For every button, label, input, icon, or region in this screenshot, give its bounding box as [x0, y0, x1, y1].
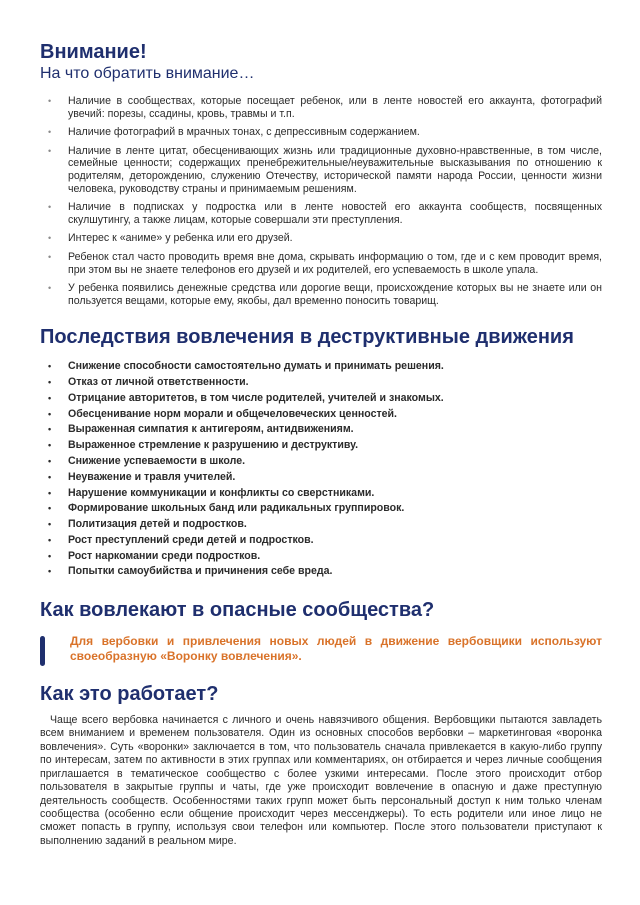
list-item: • Отказ от личной ответственности.	[40, 376, 602, 389]
list-item: • Политизация детей и подростков.	[40, 518, 602, 531]
attention-subtitle: На что обратить внимание…	[40, 65, 255, 82]
consequences-list	[40, 360, 602, 578]
list-item: • Попытки самоубийства и причинения себе вреда.	[40, 565, 602, 578]
list-item: • Наличие фотографий в мрачных тонах, с депрессивным содержанием.	[40, 126, 602, 139]
list-item: • Рост наркомании среди подростков.	[40, 550, 602, 563]
list-item: • Наличие в сообществах, которые посещает ребенок, или в ленте новостей его аккаунта, фотографий увечий: порезы, ссадины, кровь, травмы и т.п.	[40, 95, 602, 120]
callout-text: Для вербовки и привлечения новых людей в движение вербовщики используют своеобразную «Воронку вовлечения».	[70, 634, 602, 664]
list-item: • Наличие в подписках у подростка или в ленте новостей его аккаунта сообществ, посвященных скулшутингу, а также лицам, которые совершали эти преступления.	[40, 201, 602, 226]
recruitment-section	[40, 598, 602, 664]
list-item: • Рост преступлений среди детей и подростков.	[40, 534, 602, 547]
list-item: • Неуважение и травля учителей.	[40, 471, 602, 484]
consequences-section	[40, 325, 602, 578]
callout-bar	[40, 636, 45, 666]
attention-title: Внимание!	[40, 41, 147, 63]
list-item: • Снижение способности самостоятельно думать и принимать решения.	[40, 360, 602, 373]
list-item: • Интерес к «аниме» у ребенка или его друзей.	[40, 232, 602, 245]
list-item: • Ребенок стал часто проводить время вне дома, скрывать информацию о том, где и с кем проводит время, при этом вы не знаете телефонов его друзей и их родителей, его успеваемость в школе упала.	[40, 251, 602, 276]
list-item: • Обесценивание норм морали и общечеловеческих ценностей.	[40, 408, 602, 421]
consequences-title: Последствия вовлечения в деструктивные движения	[40, 326, 574, 349]
how-section	[40, 682, 602, 848]
list-item: • Снижение успеваемости в школе.	[40, 455, 602, 468]
how-title: Как это работает?	[40, 683, 219, 706]
list-item: • Нарушение коммуникации и конфликты со сверстниками.	[40, 487, 602, 500]
list-item: • Выраженная симпатия к антигероям, антидвижениям.	[40, 423, 602, 436]
callout	[40, 634, 602, 664]
attention-list	[40, 95, 602, 307]
list-item: • У ребенка появились денежные средства или дорогие вещи, происхождение которых вы не знаете или он пользуется вещами, которые ему, якобы, дал временно поносить товарищ.	[40, 282, 602, 307]
list-item: • Формирование школьных банд или радикальных группировок.	[40, 502, 602, 515]
attention-section	[40, 0, 602, 307]
how-text: Чаще всего вербовка начинается с личного и очень навязчивого общения. Вербовщики пытаются завладеть всем вниманием и временем пользователя. Один из основных способов вербовки – маркетинговая «воронка вовлечения». Суть «воронки» заключается в том, что пользователь сначала привлекается в какую-либо группу по интересам, затем по активности в этих группах или комментариях, он отбирается и через личные сообщения приглашается в тематическое сообщество с более узкими интересами. После этого происходит отбор пользователя в закрытые группы и чаты, где уже происходит вовлечение в опасную и даже преступную деятельность сообществ. Особенностями таких групп может быть персональный доступ к ним только членам сообщества (особенно если общение происходит через мессенджеры). То есть родители или иное лицо не сможет попасть в группу, используя свои телефон или компьютер. После этого пользователи приступают к выполнению заданий в реальном мире.	[40, 714, 602, 847]
list-item: • Выраженное стремление к разрушению и деструктиву.	[40, 439, 602, 452]
recruitment-title: Как вовлекают в опасные сообщества?	[40, 599, 435, 622]
list-item: • Отрицание авторитетов, в том числе родителей, учителей и знакомых.	[40, 392, 602, 405]
list-item: • Наличие в ленте цитат, обесценивающих жизнь или традиционные духовно-нравственные, в том числе, семейные ценности; содержащих пренебрежительные/неуважительные высказывания по отношению к родителям, деторождению, служению Отечеству, исторической памяти народа России, ценности жизни человека, руководству страны и принимаемым решениям.	[40, 145, 602, 195]
